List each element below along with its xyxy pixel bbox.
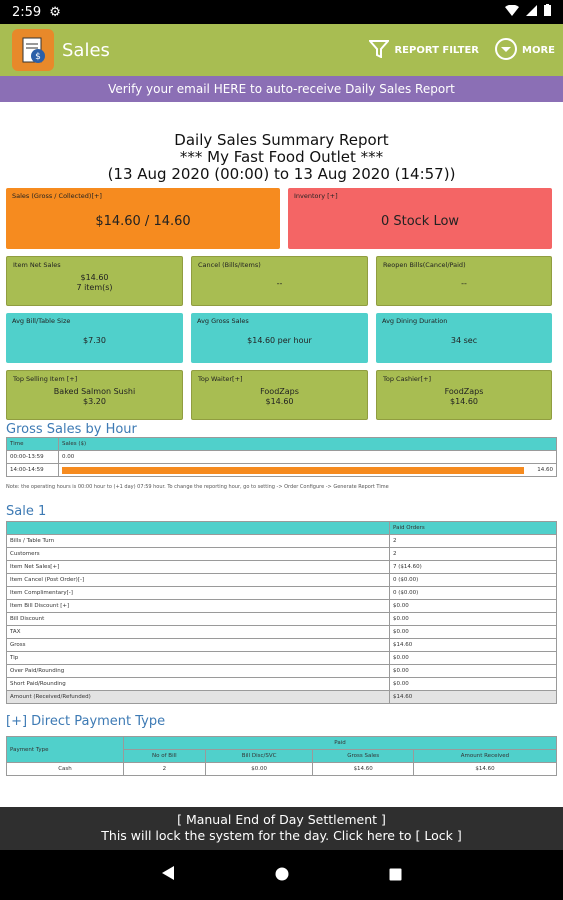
header-empty — [7, 522, 390, 535]
signal-icon — [526, 5, 537, 20]
sales-cell: 0.00 — [59, 451, 557, 464]
row-value: 2 — [390, 548, 557, 561]
row-value: $0.00 — [390, 652, 557, 665]
row-value: $14.60 — [390, 691, 557, 704]
row-value: $0.00 — [390, 613, 557, 626]
card-value: -- — [461, 279, 467, 288]
row-value: $0.00 — [390, 600, 557, 613]
row-label: Bills / Table Turn — [7, 535, 390, 548]
bills-cell: 2 — [124, 763, 206, 776]
report-filter-button[interactable] — [369, 40, 479, 61]
card-label: Item Net Sales — [13, 261, 61, 269]
col-time: Time — [7, 438, 59, 451]
footer-line-1: [ Manual End of Day Settlement ] — [177, 812, 386, 827]
col-gross-sales: Gross Sales — [313, 750, 413, 763]
inventory-card-label: Inventory [+] — [294, 192, 338, 200]
payment-table — [6, 736, 557, 776]
table-row — [7, 574, 557, 587]
row-value: 0 ($0.00) — [390, 574, 557, 587]
card-value: $14.60 per hour — [247, 336, 312, 345]
table-row — [7, 678, 557, 691]
table-row — [7, 639, 557, 652]
row-label: TAX — [7, 626, 390, 639]
row-value: $0.00 — [390, 626, 557, 639]
col-amount-received: Amount Received — [413, 750, 556, 763]
row-label: Customers — [7, 548, 390, 561]
card-value-2: $14.60 — [450, 397, 478, 406]
col-paid-orders: Paid Orders — [390, 522, 557, 535]
col-payment-type: Payment Type — [7, 737, 124, 763]
row-label: Item Bill Discount [+] — [7, 600, 390, 613]
row-label: Over Paid/Rounding — [7, 665, 390, 678]
more-button[interactable] — [495, 38, 555, 63]
gross-cell: $14.60 — [313, 763, 413, 776]
table-row — [7, 535, 557, 548]
row-label: Tip — [7, 652, 390, 665]
page-title: Sales — [62, 39, 110, 61]
home-icon[interactable] — [275, 866, 289, 885]
card-value: 34 sec — [450, 336, 478, 345]
row-label: Amount (Received/Refunded) — [7, 691, 390, 704]
row-value: $0.00 — [390, 678, 557, 691]
nav-bar — [0, 850, 563, 900]
row-value: 0 ($0.00) — [390, 587, 557, 600]
item-net-sales-card[interactable] — [6, 256, 183, 306]
chevron-down-icon — [495, 38, 517, 63]
status-bar — [0, 0, 563, 24]
gross-by-hour-title: Gross Sales by Hour — [6, 422, 137, 437]
svg-text:$: $ — [35, 52, 41, 62]
row-label: Short Paid/Rounding — [7, 678, 390, 691]
avg-dining-card[interactable] — [376, 313, 552, 363]
sales-card-value: $14.60 / 14.60 — [95, 214, 191, 229]
card-value: FoodZaps — [260, 387, 299, 396]
more-label: MORE — [522, 44, 555, 56]
payment-type-cell: Cash — [7, 763, 124, 776]
table-row — [7, 464, 557, 477]
card-value: -- — [276, 279, 283, 288]
row-label: Item Cancel (Post Order)[-] — [7, 574, 390, 587]
card-value-2: 7 item(s) — [76, 283, 113, 292]
table-row — [7, 587, 557, 600]
row-value: $14.60 — [390, 639, 557, 652]
battery-icon — [544, 4, 551, 20]
sale1-table — [6, 521, 557, 704]
table-row — [7, 600, 557, 613]
card-label: Reopen Bills(Cancel/Paid) — [383, 261, 466, 269]
top-waiter-card[interactable] — [191, 370, 368, 420]
col-sales: Sales ($) — [59, 438, 557, 451]
col-paid: Paid — [124, 737, 557, 750]
sales-bar-cell — [59, 464, 557, 477]
wifi-icon — [505, 5, 519, 20]
clock: 2:59 — [12, 4, 42, 20]
inventory-card[interactable] — [288, 188, 552, 249]
report-filter-label: REPORT FILTER — [394, 44, 480, 56]
table-row — [7, 763, 557, 776]
row-value: 7 ($14.60) — [390, 561, 557, 574]
card-value-2: $3.20 — [83, 397, 106, 406]
card-value: Baked Salmon Sushi — [53, 387, 136, 396]
row-label: Gross — [7, 639, 390, 652]
table-row — [7, 451, 557, 464]
avg-bill-card[interactable] — [6, 313, 183, 363]
report-range: (13 Aug 2020 (00:00) to 13 Aug 2020 (14:57)) — [107, 165, 456, 183]
sales-card-label: Sales (Gross / Collected)[+] — [12, 192, 102, 200]
recents-icon[interactable] — [389, 866, 402, 885]
sales-bar-value: 14.60 — [537, 467, 553, 473]
table-row — [7, 665, 557, 678]
row-value: 2 — [390, 535, 557, 548]
col-bill-disc: Bill Disc/SVC — [205, 750, 313, 763]
outlet-name: *** My Fast Food Outlet *** — [179, 148, 384, 166]
table-row — [7, 626, 557, 639]
col-no-of-bill: No of Bill — [124, 750, 206, 763]
end-of-day-settlement-button[interactable] — [0, 807, 563, 850]
report-title: Daily Sales Summary Report — [174, 131, 389, 149]
card-value: $14.60 — [80, 273, 109, 282]
sale1-title: Sale 1 — [6, 504, 47, 519]
table-row — [7, 691, 557, 704]
verify-email-banner[interactable]: Verify your email HERE to auto-receive Daily Sales Report — [0, 76, 563, 102]
disc-cell: $0.00 — [205, 763, 313, 776]
row-label: Item Complimentary[-] — [7, 587, 390, 600]
inventory-card-value: 0 Stock Low — [380, 214, 460, 229]
received-cell: $14.60 — [413, 763, 556, 776]
table-row — [7, 561, 557, 574]
card-label: Avg Bill/Table Size — [12, 317, 71, 325]
table-row — [7, 613, 557, 626]
card-value: $7.30 — [83, 336, 106, 345]
gross-by-hour-table — [6, 437, 557, 477]
card-label: Avg Dining Duration — [382, 317, 448, 325]
row-label: Item Net Sales[+] — [7, 561, 390, 574]
time-cell: 14:00-14:59 — [7, 464, 59, 477]
card-label: Top Cashier[+] — [383, 375, 432, 383]
cancel-card[interactable] — [191, 256, 368, 306]
sales-bar — [62, 467, 524, 474]
app-logo-icon[interactable] — [12, 29, 54, 71]
reopen-card[interactable] — [376, 256, 552, 306]
app-bar — [0, 24, 563, 76]
settings-status-icon: ⚙ — [49, 4, 61, 20]
report-content[interactable] — [0, 102, 563, 808]
time-cell: 00:00-13:59 — [7, 451, 59, 464]
card-value: FoodZaps — [444, 387, 484, 396]
table-row — [7, 652, 557, 665]
card-label: Top Waiter[+] — [198, 375, 243, 383]
sales-card[interactable] — [6, 188, 280, 249]
card-label: Top Selling Item [+] — [13, 375, 78, 383]
card-value-2: $14.60 — [265, 397, 294, 406]
filter-icon — [369, 40, 389, 61]
table-row — [7, 548, 557, 561]
avg-gross-card[interactable] — [191, 313, 368, 363]
card-label: Cancel (Bills/Items) — [198, 261, 261, 269]
footer-line-2: This will lock the system for the day. Click here to [ Lock ] — [101, 828, 462, 843]
card-label: Avg Gross Sales — [197, 317, 249, 325]
direct-payment-title[interactable]: [+] Direct Payment Type — [6, 714, 166, 729]
back-icon[interactable] — [161, 865, 175, 885]
top-item-card[interactable] — [6, 370, 183, 420]
row-value: $0.00 — [390, 665, 557, 678]
row-label: Bill Discount — [7, 613, 390, 626]
top-cashier-card[interactable] — [376, 370, 552, 420]
operating-hours-note: Note: the operating hours is 00:00 hour to (+1 day) 07:59 hour. To change the reporting hour, go to setting -> Order Configure -> Generate Report Time — [6, 484, 389, 490]
